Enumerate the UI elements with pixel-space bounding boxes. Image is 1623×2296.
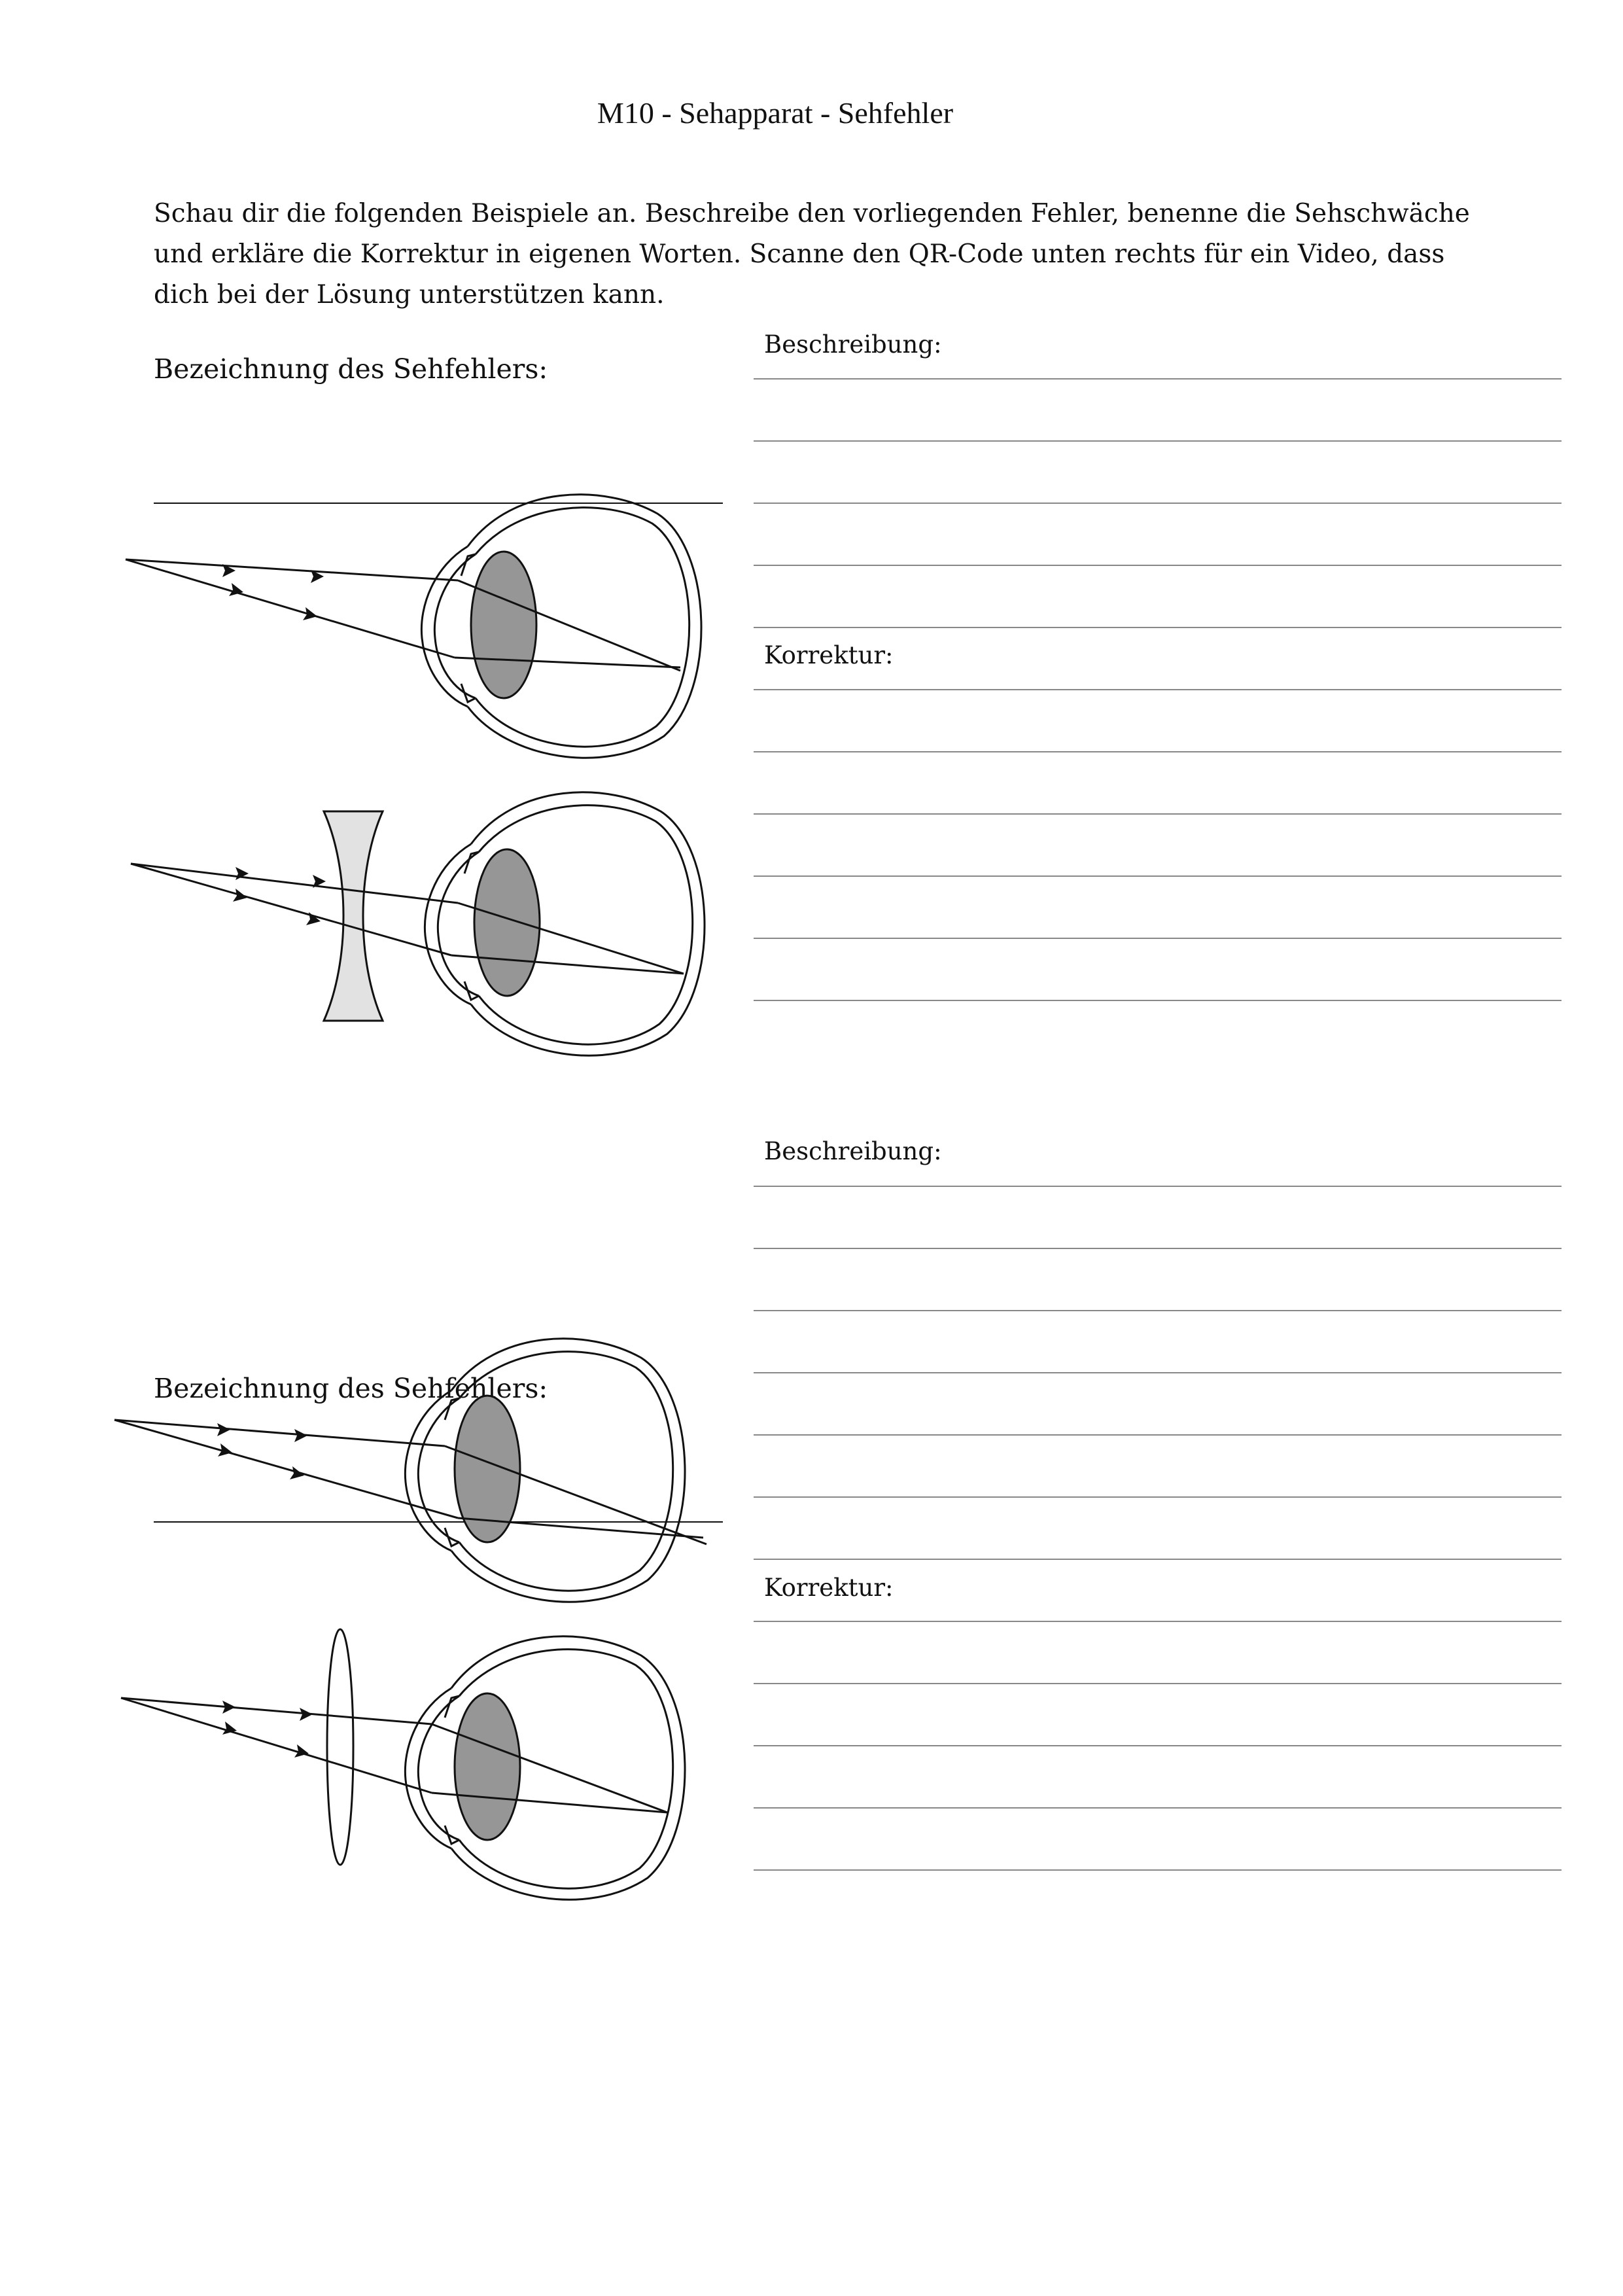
section2-correction-label: Korrektur: xyxy=(764,1574,894,1602)
page-title: M10 - Sehapparat - Sehfehler xyxy=(597,96,954,130)
section2-name-label: Bezeichnung des Sehfehlers: xyxy=(154,1373,548,1404)
convex-lens xyxy=(327,1629,353,1865)
arrow-icon xyxy=(300,1708,313,1721)
instructions-text: Schau dir die folgenden Beispiele an. Beschreibe den vorliegenden Fehler, benenne die Sehschwäche und erkläre die Korrektur in eigenen Worten. Scanne den QR-Code unten rechts für ein Video, dass dich bei der Lösung unterstützen kann. xyxy=(154,199,1470,309)
eye-diagram-2 xyxy=(131,792,705,1055)
arrow-icon xyxy=(217,1423,230,1436)
eye-diagram-4 xyxy=(121,1629,685,1899)
eye-diagram-3 xyxy=(114,1339,707,1602)
section1-correction-label: Korrektur: xyxy=(764,641,894,669)
eye-diagram-1 xyxy=(126,495,701,758)
section1-name-label: Bezeichnung des Sehfehlers: xyxy=(154,353,548,385)
section2-description-label: Beschreibung: xyxy=(764,1137,942,1165)
arrow-icon xyxy=(294,1429,307,1442)
concave-lens xyxy=(324,811,383,1021)
arrow-icon xyxy=(233,889,247,902)
section1-description-label: Beschreibung: xyxy=(764,330,942,359)
